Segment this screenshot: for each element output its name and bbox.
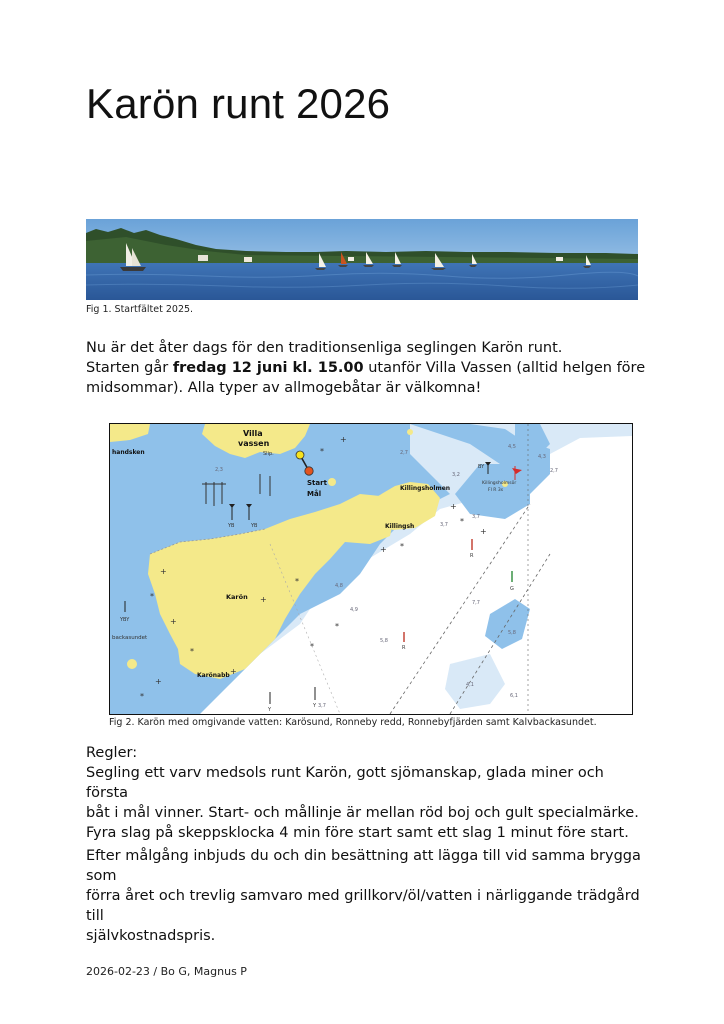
- depth-12: 4,1: [466, 682, 474, 688]
- label-villa: Villa: [243, 429, 263, 438]
- rules-section: [86, 743, 646, 843]
- intro-line-2-post: utanför Villa Vassen (alltid helgen före: [363, 360, 646, 376]
- svg-text:*: *: [295, 577, 299, 586]
- svg-text:*: *: [320, 447, 324, 456]
- intro-line-1: Nu är det åter dags för den traditionsenliga seglingen Karön runt.: [86, 340, 563, 356]
- label-killingsholmen: Killingsholmen: [400, 485, 451, 492]
- mark-g: [510, 571, 514, 592]
- svg-text:*: *: [190, 647, 194, 656]
- start-buoy: [296, 451, 304, 459]
- after-line-2: förra året och trevlig samvaro med grillkorv/öl/vatten i närliggande trädgård till: [86, 888, 640, 924]
- depth-11: 5,8: [508, 630, 516, 636]
- depth-4: 3,2: [452, 472, 460, 478]
- fig2-caption: Fig 2. Karön med omgivande vatten: Karösund, Ronneby redd, Ronnebyfjärden samt Kalvbackasundet.: [109, 717, 597, 728]
- depth-2: 4,3: [538, 454, 546, 460]
- svg-text:*: *: [400, 542, 404, 551]
- label-killingsh: Killingsh: [385, 523, 415, 530]
- mark-yby-label: YBY: [120, 617, 130, 623]
- document-title: Karön runt 2026: [86, 80, 391, 127]
- svg-text:+: +: [260, 595, 267, 604]
- start-date-time: fredag 12 juni kl. 15.00: [172, 360, 364, 376]
- svg-text:+: +: [340, 435, 347, 444]
- rules-line-1: Segling ett varv medsols runt Karön, gott sjömanskap, glada miner och första: [86, 765, 604, 801]
- depth-1: 4,5: [508, 444, 516, 450]
- svg-text:+: +: [155, 677, 162, 686]
- svg-text:*: *: [140, 692, 144, 701]
- after-line-3: självkostnadspris.: [86, 928, 216, 944]
- label-karonabb: Karönabb: [197, 672, 230, 679]
- fig1-caption: Fig 1. Startfältet 2025.: [86, 304, 194, 315]
- svg-text:+: +: [160, 567, 167, 576]
- svg-text:+: +: [480, 527, 487, 536]
- label-handsken: handsken: [112, 449, 145, 456]
- svg-text:*: *: [310, 642, 314, 651]
- label-slip: Slip.: [263, 451, 274, 457]
- depth-7: 4,8: [335, 583, 343, 589]
- label-light: Killingsholmsör: [482, 481, 517, 486]
- svg-text:+: +: [230, 667, 237, 676]
- depth-3: 2,7: [400, 450, 408, 456]
- label-start: Start: [307, 479, 327, 487]
- depth-9: 5,8: [380, 638, 388, 644]
- footer-date-authors: 2026-02-23 / Bo G, Magnus P: [86, 965, 247, 978]
- mark-yb-2-label: YB: [251, 523, 258, 529]
- mark-y-2-label: Y: [313, 703, 317, 709]
- depth-16: 3,7: [318, 703, 326, 709]
- svg-text:+: +: [170, 617, 177, 626]
- depth-14: 2,7: [550, 468, 558, 474]
- depth-15: 3,7: [440, 522, 448, 528]
- label-light-char: Fl R 3s: [488, 488, 504, 493]
- svg-text:*: *: [460, 517, 464, 526]
- mark-r-1-label: R: [470, 553, 474, 559]
- mark-y-2: [312, 687, 317, 709]
- mark-r-1: [470, 539, 474, 559]
- mark-r-2: [402, 632, 406, 651]
- intro-line-2-pre: Starten går: [86, 360, 173, 376]
- label-karon: Karön: [226, 593, 248, 601]
- depth-6: 2,3: [215, 467, 223, 473]
- after-line-1: Efter målgång inbjuds du och din besättning att lägga till vid samma brygga som: [86, 848, 641, 884]
- mark-by-label: BY: [478, 464, 485, 470]
- svg-text:*: *: [335, 622, 339, 631]
- depth-8: 4,9: [350, 607, 358, 613]
- rules-line-3: Fyra slag på skeppsklocka 4 min före start samt ett slag 1 minut före start.: [86, 825, 629, 841]
- mark-y-1: [267, 692, 272, 713]
- intro-line-2: [86, 358, 646, 378]
- depth-5: 3,7: [472, 514, 480, 520]
- after-race-paragraph: [86, 846, 646, 946]
- mark-r-2-label: R: [402, 645, 406, 651]
- intro-line-3: midsommar). Alla typer av allmogebåtar är välkomna!: [86, 380, 482, 396]
- nautical-chart: [109, 423, 633, 715]
- mark-g-label: G: [510, 586, 514, 592]
- label-vassen: vassen: [238, 439, 270, 448]
- svg-text:*: *: [150, 592, 154, 601]
- finish-buoy: [305, 467, 313, 475]
- rules-line-2: båt i mål vinner. Start- och mållinje är mellan röd boj och gult specialmärke.: [86, 805, 639, 821]
- label-mal: Mål: [307, 490, 322, 498]
- start-field-photo: [86, 219, 638, 300]
- rules-heading: Regler:: [86, 745, 138, 761]
- mark-yb-1-label: YB: [228, 523, 235, 529]
- depth-13: 6,1: [510, 693, 518, 699]
- label-backasundet: backasundet: [112, 635, 148, 641]
- intro-paragraph: [86, 338, 646, 398]
- svg-text:+: +: [450, 502, 457, 511]
- depth-10: 7,7: [472, 600, 480, 606]
- svg-text:+: +: [380, 545, 387, 554]
- mark-y-1-label: Y: [268, 707, 272, 713]
